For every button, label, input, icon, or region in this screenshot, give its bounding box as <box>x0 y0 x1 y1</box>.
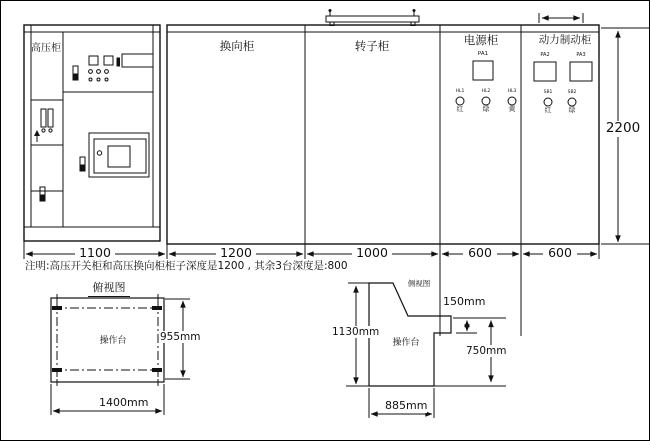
side-view-center-label: 操作台 <box>392 338 420 348</box>
dim-width-600a: 600 <box>463 246 497 260</box>
dim-depth-885: 885mm <box>385 399 428 412</box>
label-commutation-cabinet: 换向柜 <box>219 39 255 53</box>
power-lamp-color: 黄 <box>508 105 516 113</box>
label-brake-cabinet: 动力制动柜 <box>538 34 592 46</box>
dim-width-1400: 1400mm <box>99 396 149 409</box>
power-lamp-color: 绿 <box>482 105 490 113</box>
dim-height-1130: 1130mm <box>332 326 380 338</box>
label-rotor-cabinet: 转子柜 <box>354 39 390 53</box>
power-lamp-color: 红 <box>456 105 464 113</box>
brake-lamp-tag: SB2 <box>567 90 577 95</box>
drawing-linework <box>1 1 650 441</box>
power-lamp-tag: HL2 <box>481 89 491 94</box>
power-lamp-tag: HL1 <box>455 89 465 94</box>
top-view-title: 俯视图 <box>88 282 130 297</box>
hv-cabinet-components <box>34 54 153 201</box>
dim-width-600b: 600 <box>543 246 577 260</box>
side-view-profile <box>369 283 451 386</box>
brake-lamp-color: 绿 <box>568 106 576 114</box>
brake-lamp-tag: SB1 <box>543 90 553 95</box>
dim-desk-750: 750mm <box>466 345 507 357</box>
brake-meter-tag: PA3 <box>576 52 586 58</box>
dim-width-1000: 1000 <box>352 246 392 260</box>
side-view-title: 侧视图 <box>407 279 431 288</box>
brake-cabinet-components <box>534 62 592 106</box>
top-view-center-label: 操作台 <box>99 336 127 346</box>
drawing-note: 注明:高压开关柜和高压换向柜柜子深度是1200 , 其余3台深度是:800 <box>25 260 348 272</box>
span-arrow-icon <box>539 13 583 23</box>
dim-depth-955: 955mm <box>160 331 201 343</box>
dim-width-1200: 1200 <box>216 246 256 260</box>
dim-height-2200: 2200 <box>601 121 645 137</box>
up-arrow-icon <box>34 130 40 142</box>
dim-drop-150: 150mm <box>443 295 486 308</box>
label-hv-cabinet: 高压柜 <box>31 43 61 54</box>
lifting-bar-icon <box>326 9 419 26</box>
brake-meter-tag: PA2 <box>540 52 550 58</box>
brake-lamp-color: 红 <box>544 106 552 114</box>
power-cabinet-components <box>456 61 516 105</box>
power-meter-tag: PA1 <box>477 51 489 57</box>
dim-width-1100: 1100 <box>75 246 115 260</box>
label-power-cabinet: 电源柜 <box>463 33 499 47</box>
power-lamp-tag: HL3 <box>507 89 517 94</box>
